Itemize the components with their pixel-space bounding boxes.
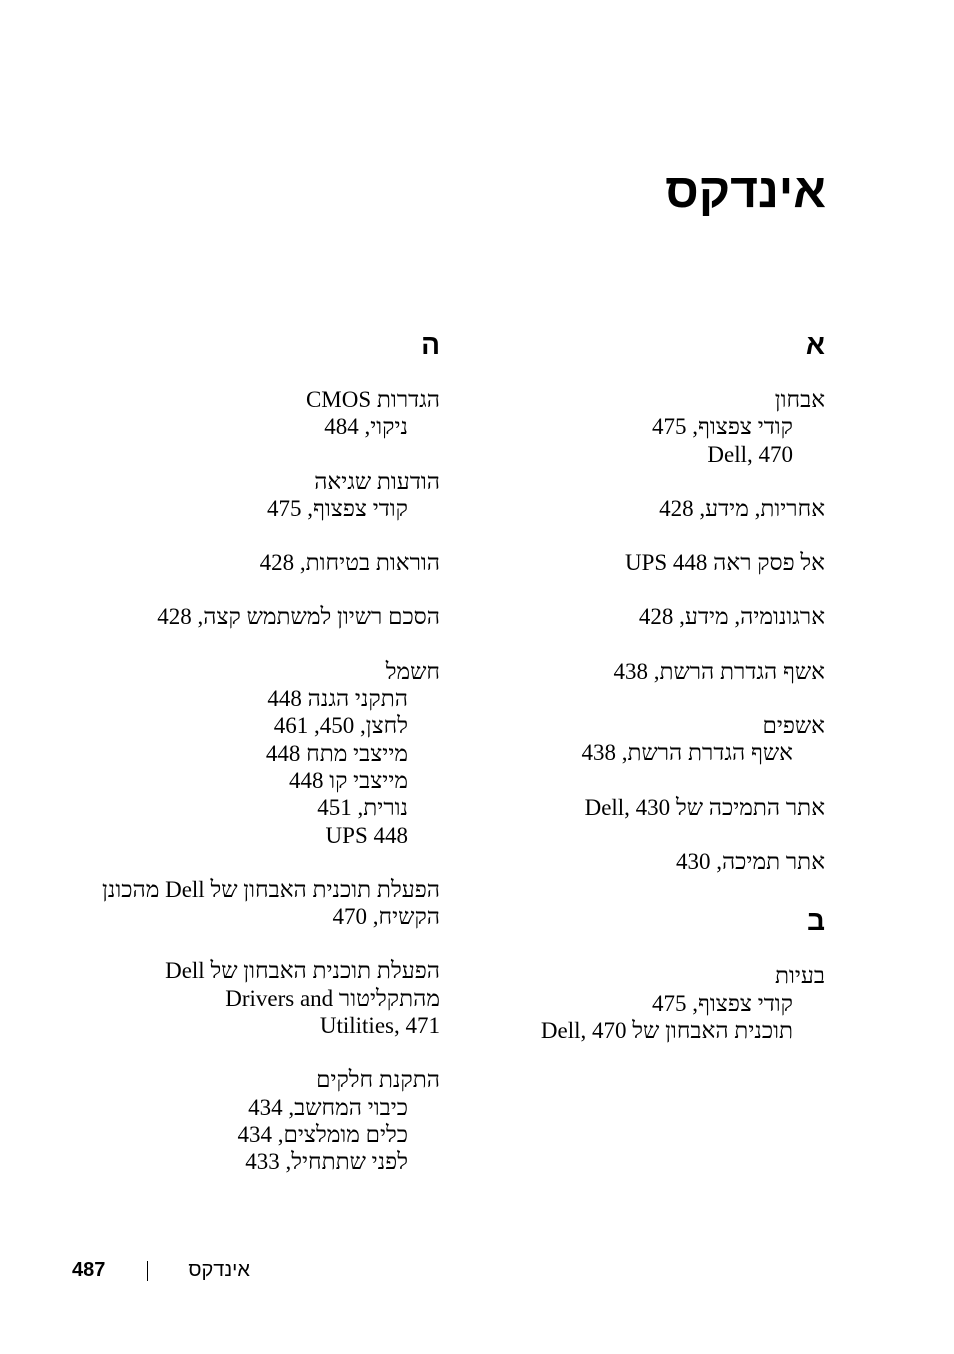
index-entry bbox=[80, 603, 440, 630]
index-entry bbox=[80, 658, 440, 849]
subentry-text: קודי צפצוף, 475 bbox=[267, 495, 408, 521]
section-letter: א bbox=[805, 329, 825, 360]
footer-section-title: אינדקס bbox=[188, 1259, 250, 1281]
subentry-text: קודי צפצוף, 475 bbox=[652, 414, 793, 440]
index-entry bbox=[445, 386, 825, 468]
index-section bbox=[445, 902, 825, 1044]
entry-text: אתר התמיכה של Dell, 430 bbox=[584, 794, 825, 820]
index-section bbox=[80, 326, 440, 1176]
footer-divider bbox=[147, 1261, 148, 1281]
subentry-text: תוכנית האבחון של Dell, 470 bbox=[540, 1017, 793, 1043]
subentry-text: ניקוי, 484 bbox=[324, 414, 408, 440]
page-number: 487 bbox=[72, 1259, 106, 1281]
entry-text: אבחון bbox=[774, 387, 825, 412]
subentry-text: Dell, 470 bbox=[707, 441, 793, 467]
entry-text: הודעות שגיאה bbox=[314, 468, 440, 494]
entry-text: הוראות בטיחות, 428 bbox=[259, 550, 440, 576]
entry-text: ארגונומיה, מידע, 428 bbox=[638, 604, 825, 630]
index-entry bbox=[445, 495, 825, 522]
entry-text: הסכם רשיון למשתמש קצה, 428 bbox=[157, 604, 440, 630]
subentry-text: התקני הגנה 448 bbox=[267, 686, 408, 712]
subentry-text: כלים מומלצים, 434 bbox=[237, 1121, 408, 1147]
subentry-text: קודי צפצוף, 475 bbox=[652, 990, 793, 1016]
subentry-text: כיבוי המחשב, 434 bbox=[248, 1094, 408, 1120]
subentry-text: לפני שתתחיל, 433 bbox=[245, 1149, 408, 1175]
entry-text: הקשיח, 470 bbox=[332, 904, 440, 930]
index-entry bbox=[80, 468, 440, 523]
index-entry bbox=[80, 957, 440, 1039]
index-entry bbox=[445, 848, 825, 875]
index-entry bbox=[445, 549, 825, 576]
index-entry bbox=[80, 876, 440, 931]
subentry-text: אשף הגדרת הרשת, 438 bbox=[581, 740, 793, 766]
page-footer bbox=[72, 1259, 250, 1282]
entry-text: הפעלת תוכנית האבחון של Dell bbox=[165, 958, 440, 984]
subentry-text: UPS 448 bbox=[325, 822, 408, 848]
index-entry bbox=[445, 794, 825, 821]
entry-text: בעיות bbox=[774, 963, 825, 989]
index-column-left bbox=[80, 326, 440, 1203]
entry-text: התקנת חלקים bbox=[316, 1067, 440, 1093]
index-entry bbox=[80, 386, 440, 441]
entry-text: מהתקליטור Drivers and bbox=[225, 985, 440, 1011]
entry-text: אשף הגדרת הרשת, 438 bbox=[613, 658, 825, 684]
entry-text: אל פסק ראה UPS 448 bbox=[624, 550, 825, 576]
entry-text: הגדרות CMOS bbox=[305, 387, 440, 412]
index-entry bbox=[80, 549, 440, 576]
entry-text: הפעלת תוכנית האבחון של Dell מהכונן bbox=[102, 876, 440, 902]
entry-text: חשמל bbox=[385, 658, 440, 684]
index-column-right bbox=[445, 326, 825, 1071]
subentry-text: לחצן, 450, 461 bbox=[273, 713, 408, 739]
index-entry bbox=[445, 603, 825, 630]
subentry-text: מייצבי קו 448 bbox=[288, 767, 408, 793]
index-entry bbox=[445, 658, 825, 685]
section-letter: ב bbox=[807, 905, 825, 937]
index-entry bbox=[445, 962, 825, 1044]
index-entry bbox=[80, 1066, 440, 1175]
page-title: אינדקס bbox=[665, 165, 826, 218]
index-section bbox=[445, 326, 825, 875]
entry-text: אשפים bbox=[762, 713, 825, 739]
subentry-text: נורית, 451 bbox=[317, 795, 408, 821]
entry-text: אחריות, מידע, 428 bbox=[659, 495, 825, 521]
entry-text: אתר תמיכה, 430 bbox=[675, 848, 825, 874]
subentry-text: מייצבי מתח 448 bbox=[265, 740, 408, 766]
index-entry bbox=[445, 712, 825, 767]
entry-text: Utilities, 471 bbox=[319, 1013, 440, 1039]
section-letter: ה bbox=[421, 329, 440, 360]
